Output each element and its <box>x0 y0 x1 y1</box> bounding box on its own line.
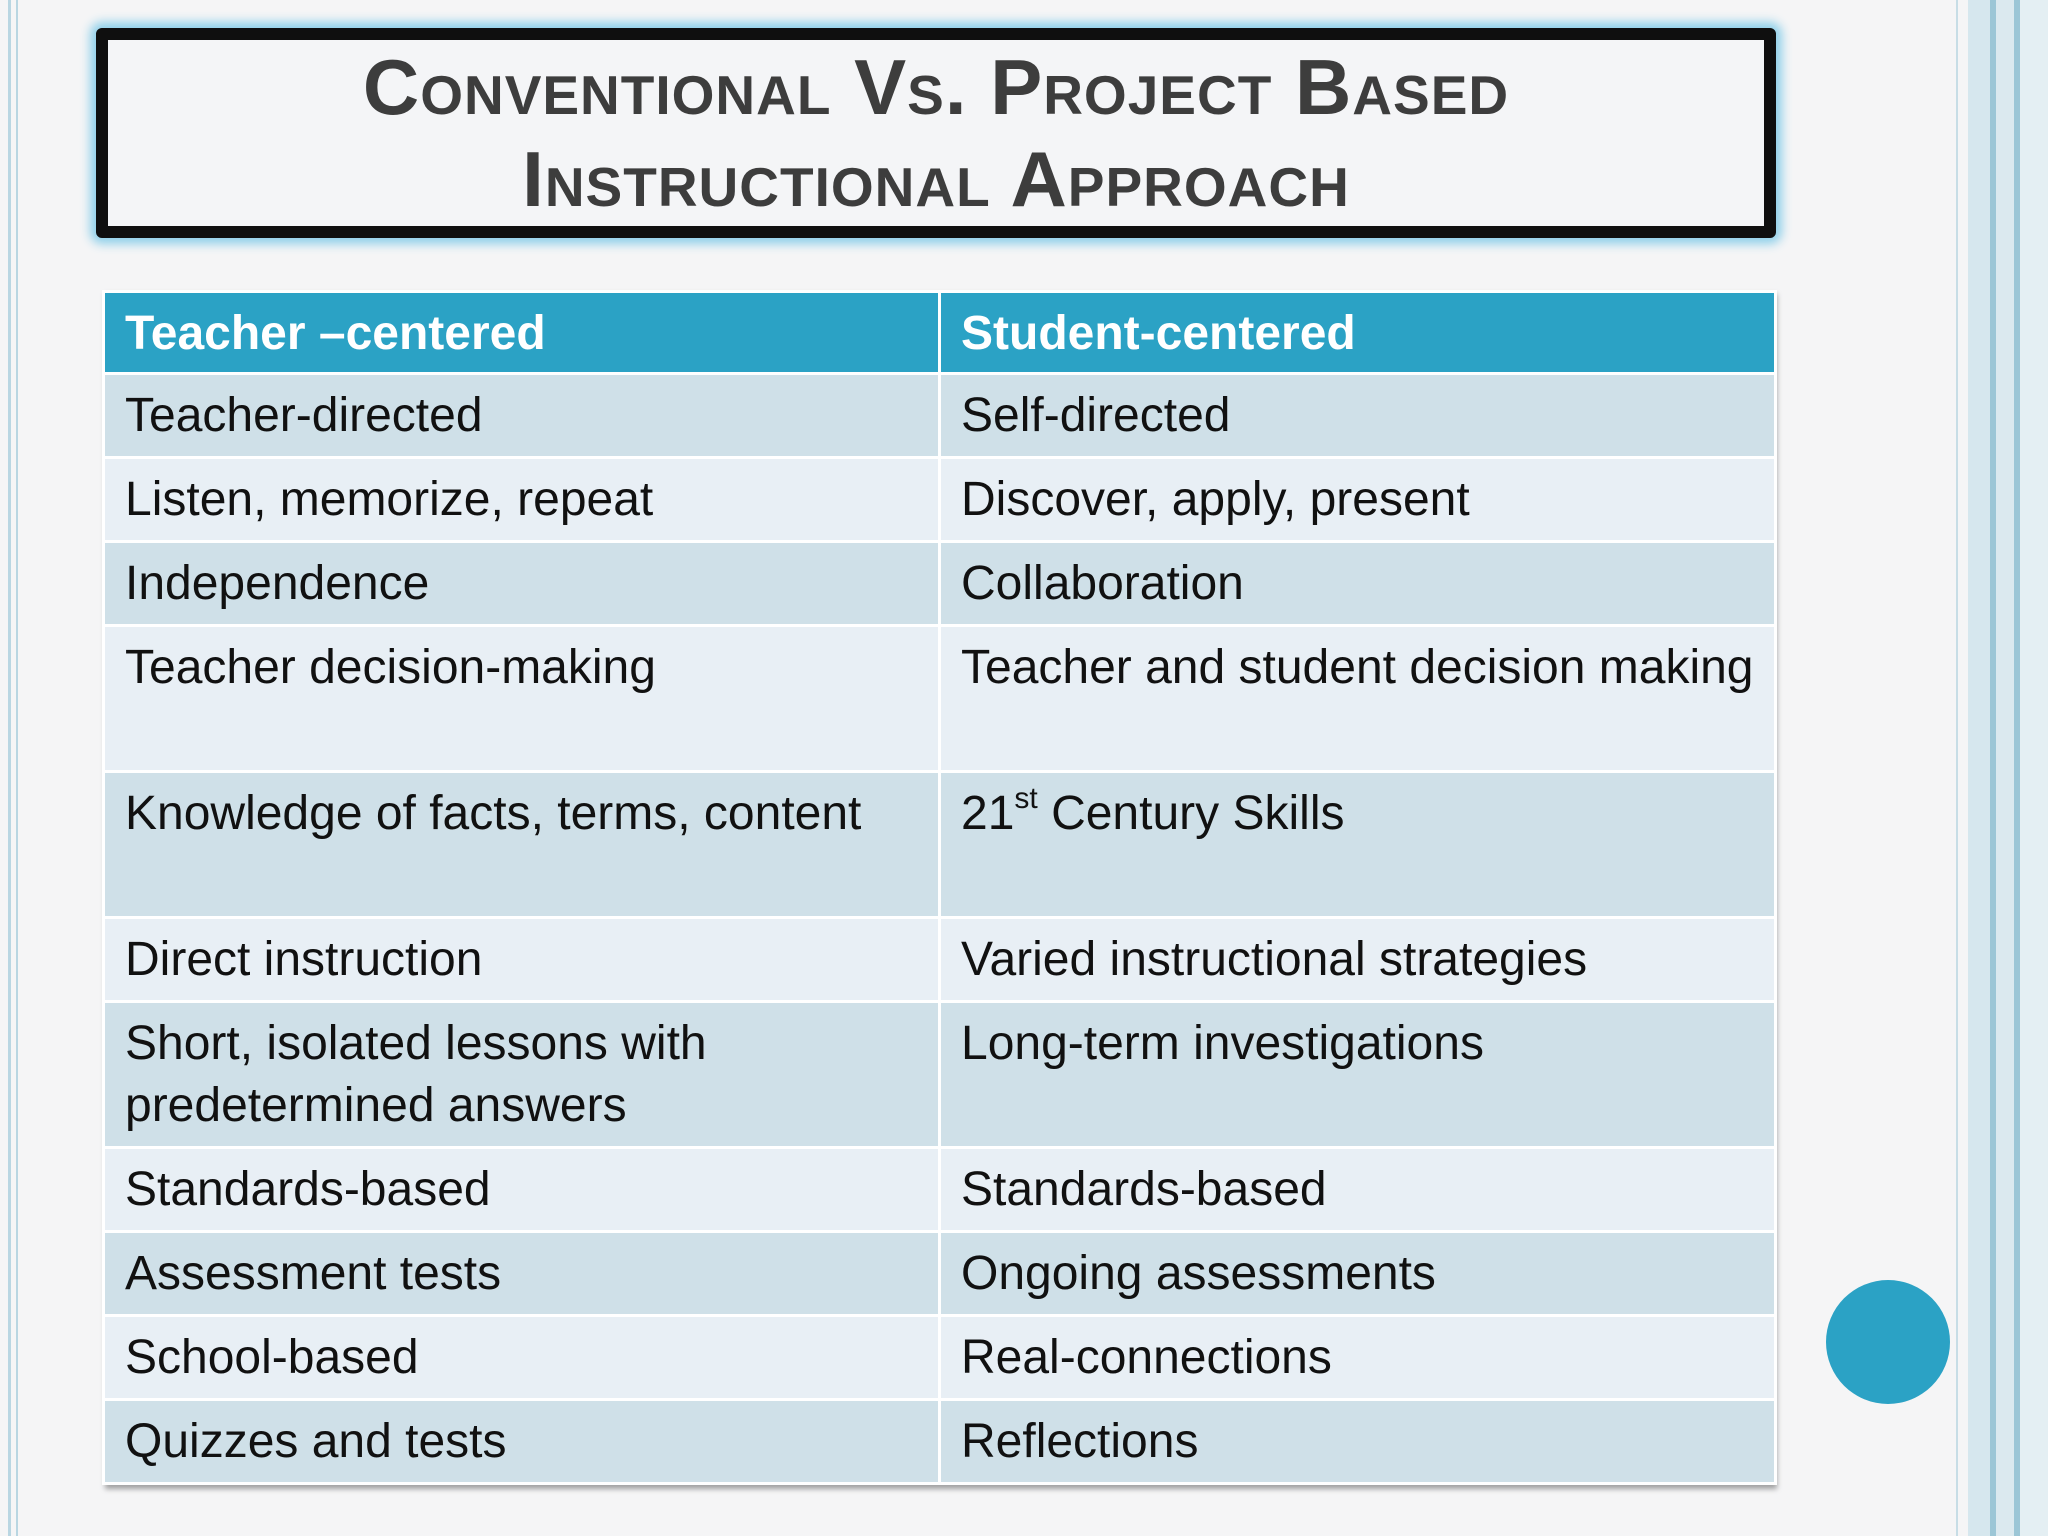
century-rest: Century Skills <box>1037 787 1345 840</box>
table-row <box>104 458 1776 542</box>
table-header-row <box>104 292 1776 374</box>
table-cell: Short, isolated lessons with predetermined answers <box>104 1002 940 1148</box>
table-cell: Teacher and student decision making <box>940 626 1776 772</box>
slide-title-line-2: Instructional Approach <box>522 135 1350 223</box>
slide-title-line-1: Conventional Vs. Project Based <box>362 43 1510 131</box>
table-cell: Real-connections <box>940 1316 1776 1400</box>
table-row <box>104 1316 1776 1400</box>
table-cell: Standards-based <box>940 1148 1776 1232</box>
table-cell: Reflections <box>940 1400 1776 1484</box>
right-border-band <box>1968 0 1990 1536</box>
table-row <box>104 374 1776 458</box>
table-cell-21st-century <box>940 772 1776 918</box>
table-cell: Ongoing assessments <box>940 1232 1776 1316</box>
right-border-band-2 <box>1996 0 2014 1536</box>
table-row <box>104 1148 1776 1232</box>
right-border-band-3 <box>2020 0 2048 1536</box>
table-cell: Self-directed <box>940 374 1776 458</box>
header-teacher-centered: Teacher –centered <box>104 292 940 374</box>
header-student-centered: Student-centered <box>940 292 1776 374</box>
table-cell: Quizzes and tests <box>104 1400 940 1484</box>
table-cell: School-based <box>104 1316 940 1400</box>
comparison-table <box>102 290 1774 1485</box>
table-cell: Varied instructional strategies <box>940 918 1776 1002</box>
table-row <box>104 918 1776 1002</box>
table-cell: Teacher decision-making <box>104 626 940 772</box>
table-cell: Direct instruction <box>104 918 940 1002</box>
table-cell: Knowledge of facts, terms, content <box>104 772 940 918</box>
left-border-line-inner <box>16 0 18 1536</box>
table-cell: Teacher-directed <box>104 374 940 458</box>
table-cell: Long-term investigations <box>940 1002 1776 1148</box>
table-row <box>104 626 1776 772</box>
table-cell: Standards-based <box>104 1148 940 1232</box>
table-cell: Listen, memorize, repeat <box>104 458 940 542</box>
table-row <box>104 772 1776 918</box>
slide-title-box <box>96 28 1776 238</box>
table-row <box>104 542 1776 626</box>
left-border-line <box>8 0 11 1536</box>
table-cell: Assessment tests <box>104 1232 940 1316</box>
table-row <box>104 1400 1776 1484</box>
table-cell: Independence <box>104 542 940 626</box>
century-suffix: st <box>1014 782 1038 815</box>
table-cell: Collaboration <box>940 542 1776 626</box>
decorative-circle <box>1826 1280 1950 1404</box>
table-row <box>104 1002 1776 1148</box>
century-number: 21 <box>961 787 1015 840</box>
table-row <box>104 1232 1776 1316</box>
right-border-line <box>1956 0 1958 1536</box>
table-cell: Discover, apply, present <box>940 458 1776 542</box>
